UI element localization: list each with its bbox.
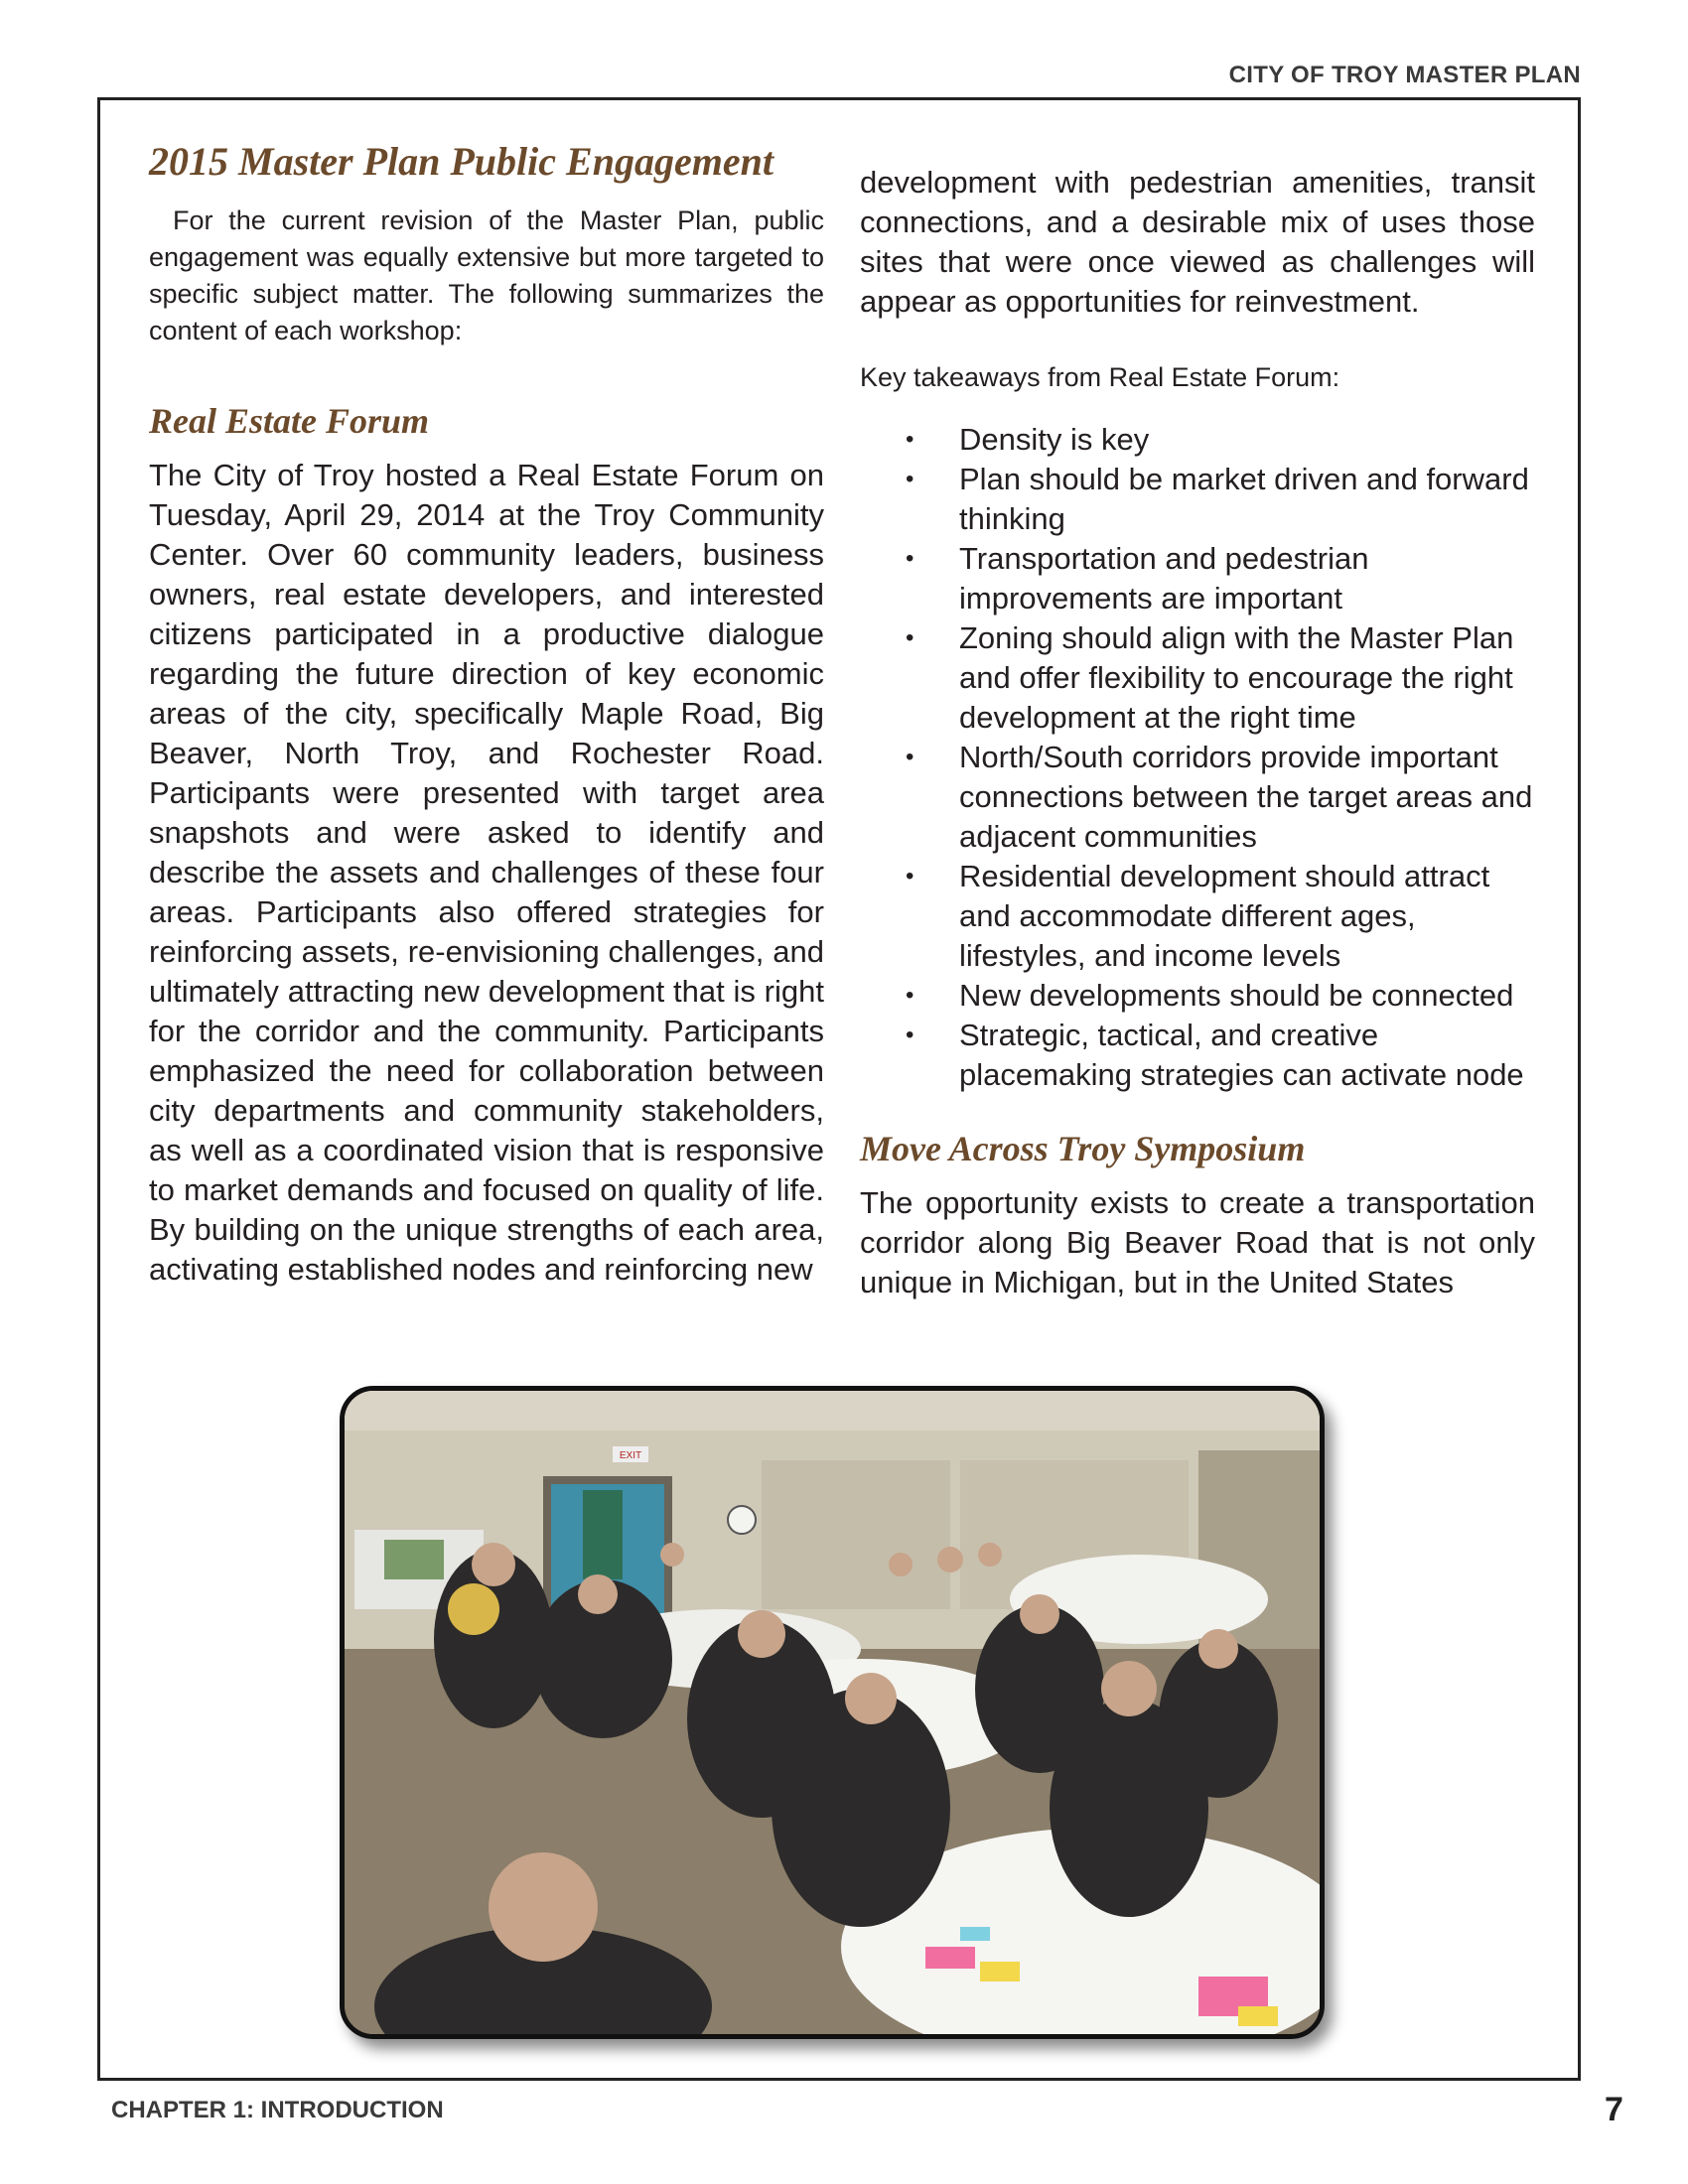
page-heading: 2015 Master Plan Public Engagement <box>149 139 774 184</box>
list-item: • Residential development should attract and accommodate different ages, lifestyles, and income levels <box>906 859 1490 973</box>
list-item: • Zoning should align with the Master Plan and offer flexibility to encourage the right development at the right time <box>906 620 1514 735</box>
page-number: 7 <box>1605 2091 1623 2128</box>
intro-paragraph: For the current revision of the Master Plan, public engagement was equally extensive but more targeted to specific subject matter. The following summarizes the content of each workshop: <box>149 205 824 345</box>
exit-sign-text: EXIT <box>619 1450 642 1461</box>
workshop-photo-illustration <box>345 1391 1320 2034</box>
left-column <box>149 139 824 1290</box>
section-heading-real-estate-forum: Real Estate Forum <box>149 401 430 441</box>
list-item: • Strategic, tactical, and creative placemaking strategies can activate node <box>906 1018 1524 1092</box>
bullet-icon: • <box>906 1022 914 1048</box>
bullet-icon: • <box>906 982 914 1009</box>
takeaways-label: Key takeaways from Real Estate Forum: <box>860 362 1340 392</box>
right-column <box>860 163 1535 1302</box>
list-item: • Density is key <box>860 420 1535 460</box>
bullet-icon: • <box>906 744 914 770</box>
bullet-icon: • <box>906 426 914 453</box>
bullet-icon: • <box>906 466 914 492</box>
bullet-icon: • <box>906 624 914 651</box>
move-across-troy-paragraph: The opportunity exists to create a transportation corridor along Big Beaver Road that is not only unique in Michigan, but in the United States <box>860 1185 1535 1300</box>
list-item: • Transportation and pedestrian improvements are important <box>906 541 1369 615</box>
bullet-icon: • <box>906 863 914 889</box>
takeaways-list <box>860 420 1535 1095</box>
real-estate-forum-paragraph: The City of Troy hosted a Real Estate Forum on Tuesday, April 29, 2014 at the Troy Community Center. Over 60 community leaders, business owners, real estate developers, and interested citizens participated in a productive dialogue regarding the future direction of key economic areas of the city, specifically Maple Road, Big Beaver, North Troy, and Rochester Road. Participants were presented with target area snapshots and were asked to identify and describe the assets and challenges of these four areas. Participants also offered strategies for reinforcing assets, re-envisioning challenges, and ultimately attracting new development that is right for the corridor and the community. Participants emphasized the need for collaboration between city departments and community stakeholders, as well as a coordinated vision that is responsive to market demands and focused on quality of life. By building on the unique strengths of each area, activating established nodes and reinforcing new <box>149 458 824 1288</box>
section-heading-move-across-troy: Move Across Troy Symposium <box>860 1129 1306 1168</box>
list-item: • Plan should be market driven and forward thinking <box>906 462 1529 536</box>
workshop-photo <box>340 1386 1325 2039</box>
running-header: CITY OF TROY MASTER PLAN <box>1228 62 1581 88</box>
footer-chapter: CHAPTER 1: INTRODUCTION <box>111 2097 444 2123</box>
list-item: • North/South corridors provide important connections between the target areas and adjacent communities <box>906 740 1533 854</box>
continuation-paragraph: development with pedestrian amenities, transit connections, and a desirable mix of uses those sites that were once viewed as challenges will appear as opportunities for reinvestment. <box>860 165 1535 319</box>
list-item: • New developments should be connected <box>860 976 1535 1016</box>
bullet-icon: • <box>906 545 914 572</box>
